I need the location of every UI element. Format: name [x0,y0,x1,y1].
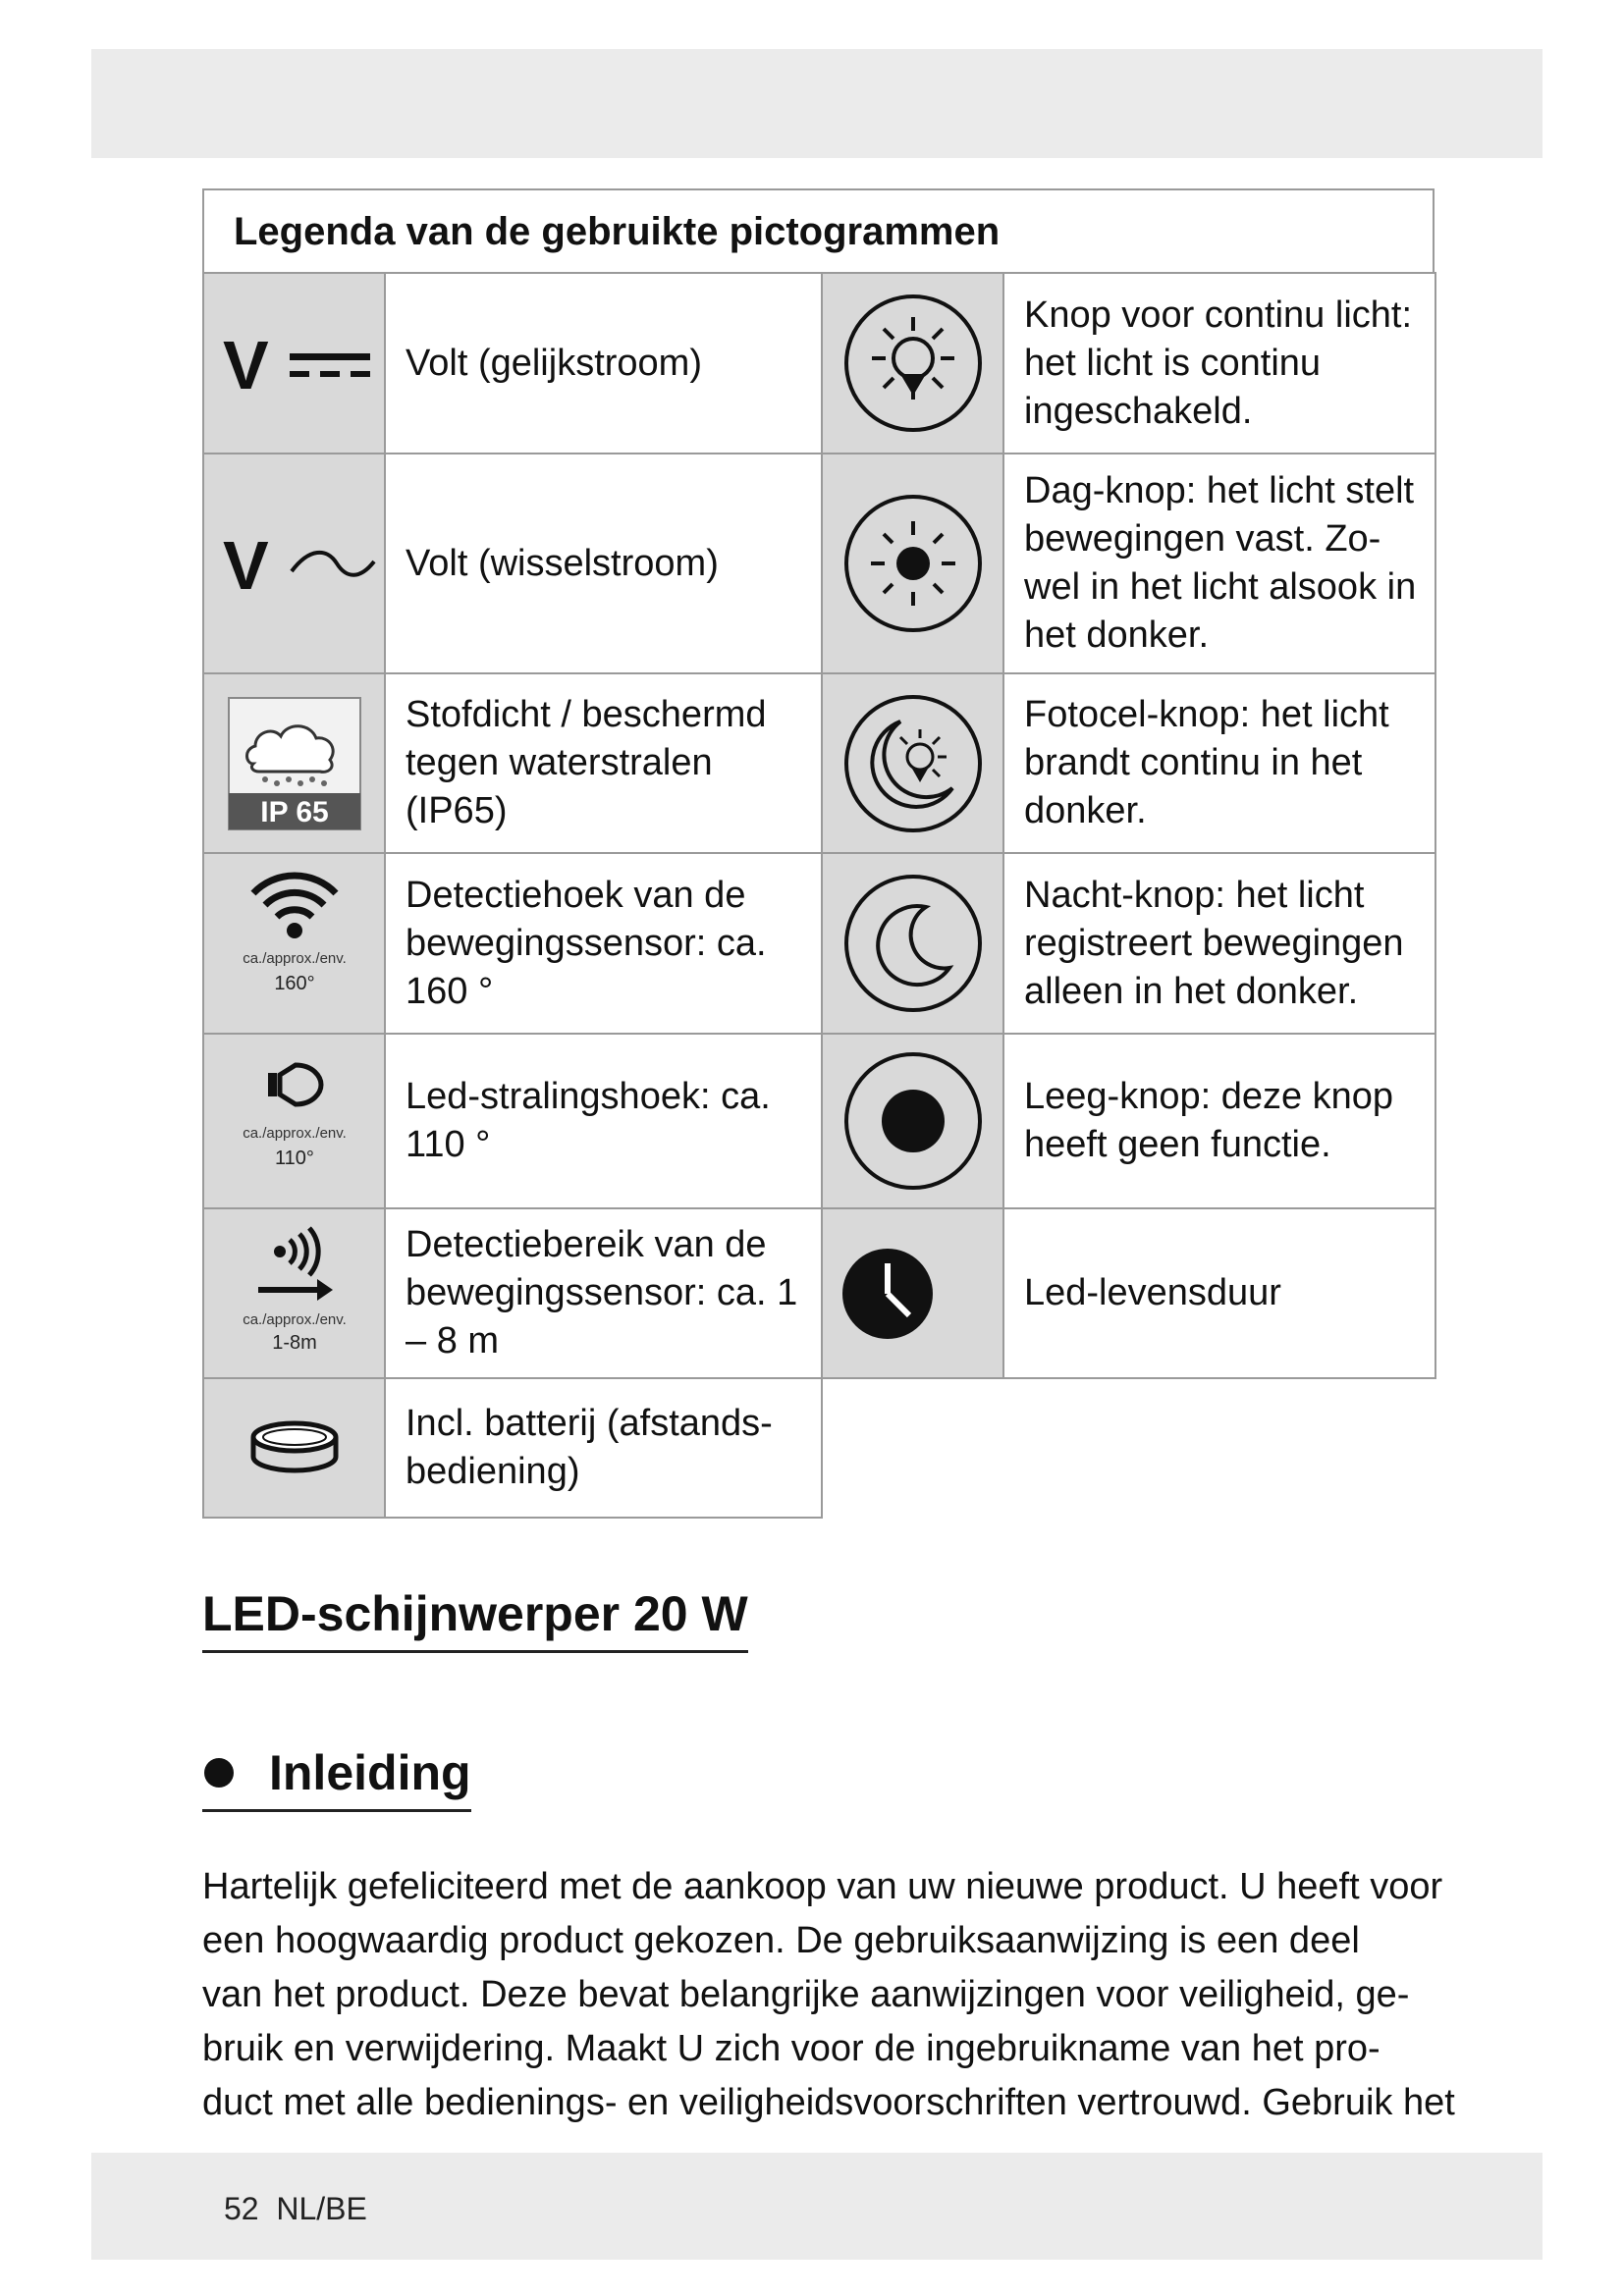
svg-text:V: V [222,527,269,603]
svg-text:V: V [222,327,269,402]
paragraph-line: een hoogwaardig product gekozen. De gebruiksaanwijzing is een deel [202,1920,1360,1961]
svg-text:160°: 160° [273,973,315,994]
battery-icon [203,1378,385,1518]
paragraph-line: bruik en verwijdering. Maakt U zich voor de ingebruikname van het pro- [202,2028,1380,2069]
table-row [203,673,1435,853]
header-band [91,49,1543,158]
table-row [203,853,1435,1034]
table-row [203,273,1435,454]
day-button-icon [822,454,1003,673]
detection-range-icon [203,1208,385,1378]
bullet-icon [204,1758,234,1788]
legend-label: Knop voor continu licht: het licht is continu ingeschakeld. [1003,273,1435,454]
table-row [203,454,1435,673]
paragraph-line: van het product. Deze bevat belangrijke aanwijzingen voor veiligheid, ge- [202,1974,1410,2015]
svg-text:ca./approx./env.: ca./approx./env. [242,1125,347,1142]
legend-label: Led-levensduur [1003,1208,1435,1378]
section-heading [202,1744,471,1812]
legend-table [202,272,1436,1519]
continuous-light-button-icon [822,273,1003,454]
table-row [203,1378,1435,1518]
legend-label: Led-stralingshoek: ca. 110 ° [385,1034,822,1208]
paragraph-line: Hartelijk gefeliciteerd met de aankoop van uw nieuwe product. U heeft voor [202,1866,1443,1907]
table-row [203,1208,1435,1378]
pictogram-legend [202,188,1435,1519]
legend-label: Incl. batterij (afstands-bediening) [385,1378,822,1518]
detection-angle-icon [203,853,385,1034]
table-row [203,1034,1435,1208]
legend-label: Detectiehoek van de bewegingssensor: ca. 160 ° [385,853,822,1034]
led-lifetime-clock-icon [822,1208,1003,1378]
svg-text:ca./approx./env.: ca./approx./env. [242,950,347,967]
legend-label: Detectiebereik van de bewegingssensor: ca. 1 – 8 m [385,1208,822,1378]
volt-dc-icon [203,273,385,454]
led-beam-angle-icon [203,1034,385,1208]
legend-label: Fotocel-knop: het licht brandt continu in het donker. [1003,673,1435,853]
legend-label: Nacht-knop: het licht registreert bewegingen alleen in het donker. [1003,853,1435,1034]
legend-label: Volt (gelijkstroom) [385,273,822,454]
svg-text:110°: 110° [274,1148,314,1169]
product-heading: LED-schijnwerper 20 W [202,1585,748,1653]
section-heading-text: Inleiding [269,1745,471,1800]
intro-paragraph [202,1860,1455,2130]
volt-ac-icon [203,454,385,673]
legend-label: Stofdicht / beschermd tegen waterstralen (IP65) [385,673,822,853]
legend-label: Dag-knop: het licht stelt bewegingen vast. Zo-wel in het licht alsook in het donker. [1003,454,1435,673]
paragraph-line: duct met alle bedienings- en veiligheidsvoorschriften vertrouwd. Gebruik het [202,2082,1455,2123]
page-number: 52 NL/BE [224,2191,367,2226]
svg-text:IP 65: IP 65 [259,795,329,828]
svg-text:ca./approx./env.: ca./approx./env. [242,1310,347,1328]
legend-label: Volt (wisselstroom) [385,454,822,673]
photocell-button-icon [822,673,1003,853]
svg-text:1-8m: 1-8m [271,1331,317,1354]
ip65-icon [203,673,385,853]
legend-label: Leeg-knop: deze knop heeft geen functie. [1003,1034,1435,1208]
empty-button-icon [822,1034,1003,1208]
legend-title: Legenda van de gebruikte pictogrammen [202,188,1435,272]
night-button-icon [822,853,1003,1034]
